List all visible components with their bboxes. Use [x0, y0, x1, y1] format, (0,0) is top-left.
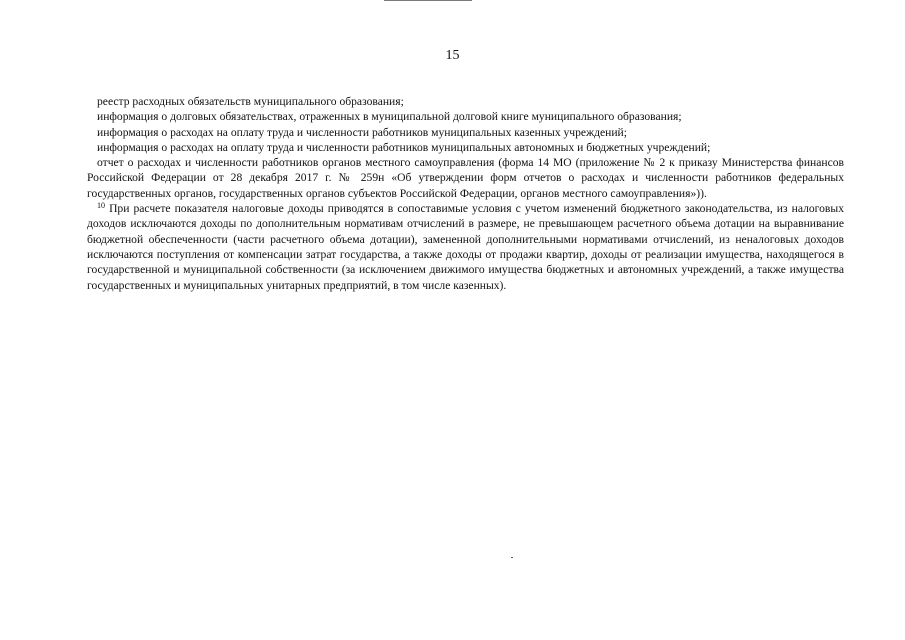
page-number: 15 — [445, 48, 460, 63]
report-paragraph: отчет о расходах и численности работников органов местного самоуправления (форма 14 МО (приложение № 2 к приказу Министерства финансов Российской Федерации от 28 декабря 2017 г. № 259н «Об утверждении форм отчетов о расходах и численности работников федеральных государственных органов, государственных органов субъектов Российской Федерации, органов местного самоуправления»)). — [87, 156, 844, 200]
list-item: информация о долговых обязательствах, отраженных в муниципальной долговой книге муниципального образования; — [97, 110, 682, 124]
scan-edge-line — [384, 0, 472, 1]
footnote-marker: 10 — [97, 201, 105, 211]
footnote-text: При расчете показателя налоговые доходы приводятся в сопоставимые условия с учетом изменений бюджетного законодательства, из налоговых доходов исключаются доходы по дополнительным нормативам отчислений в размере, не превышающем расчетного объема дотации на выравнивание бюджетной обеспеченности (части расчетного объема дотации), замененной дополнительными нормативами отчислений, из неналоговых доходов исключаются поступления от компенсации затрат государства, а также доходы от продажи квартир, доходы от реализации имущества, находящегося в государственной и муниципальной собственности (за исключением движимого имущества бюджетных и автономных учреждений, а также имущества государственных и муниципальных унитарных предприятий, в том числе казенных). — [87, 202, 844, 292]
scan-speck — [511, 557, 513, 558]
list-item: реестр расходных обязательств муниципального образования; — [97, 95, 404, 108]
footnote — [87, 201, 844, 293]
list-item: информация о расходах на оплату труда и численности работников муниципальных казенных учреждений; — [97, 125, 627, 139]
list-item: информация о расходах на оплату труда и численности работников муниципальных автономных и бюджетных учреждений; — [97, 140, 711, 154]
document-body — [87, 94, 844, 293]
